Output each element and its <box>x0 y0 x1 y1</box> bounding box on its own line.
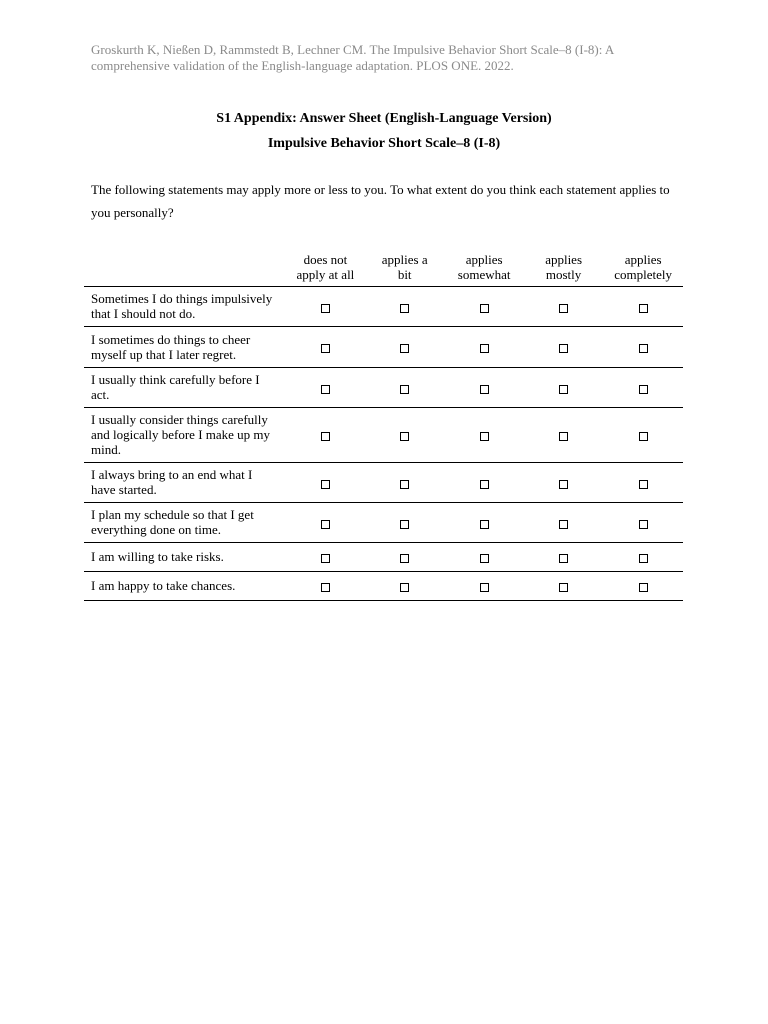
table-row <box>84 408 683 463</box>
checkbox-cell <box>286 408 365 463</box>
table-row <box>84 368 683 408</box>
checkbox-cell <box>365 503 444 543</box>
checkbox[interactable] <box>400 554 409 563</box>
checkbox-cell <box>524 463 603 503</box>
response-table <box>84 252 683 601</box>
instructions-text: The following statements may apply more or less to you. To what extent do you think each statement applies to you personally? <box>91 182 670 220</box>
checkbox[interactable] <box>559 480 568 489</box>
checkbox[interactable] <box>639 554 648 563</box>
checkbox-cell <box>365 368 444 408</box>
item-column-header <box>84 252 286 287</box>
item-text: I am willing to take risks. <box>84 543 286 572</box>
checkbox[interactable] <box>400 583 409 592</box>
checkbox-cell <box>286 327 365 368</box>
checkbox-cell <box>603 408 683 463</box>
checkbox[interactable] <box>639 304 648 313</box>
checkbox-cell <box>365 543 444 572</box>
table-row <box>84 287 683 327</box>
checkbox[interactable] <box>321 520 330 529</box>
option-header-applies-somewhat: applies somewhat <box>444 252 524 287</box>
checkbox[interactable] <box>400 520 409 529</box>
item-text: I usually think carefully before I act. <box>84 368 286 408</box>
appendix-title: S1 Appendix: Answer Sheet (English-Language Version) <box>216 111 552 126</box>
item-text: I sometimes do things to cheer myself up that I later regret. <box>84 327 286 368</box>
checkbox-cell <box>444 463 524 503</box>
checkbox[interactable] <box>559 520 568 529</box>
checkbox[interactable] <box>400 480 409 489</box>
checkbox-cell <box>524 327 603 368</box>
title-block <box>0 106 768 156</box>
item-text: Sometimes I do things impulsively that I should not do. <box>84 287 286 327</box>
checkbox[interactable] <box>321 554 330 563</box>
checkbox-cell <box>286 287 365 327</box>
checkbox-cell <box>365 463 444 503</box>
checkbox[interactable] <box>321 385 330 394</box>
checkbox[interactable] <box>480 583 489 592</box>
checkbox[interactable] <box>639 385 648 394</box>
option-header-applies-completely: applies completely <box>603 252 683 287</box>
checkbox-cell <box>603 327 683 368</box>
checkbox[interactable] <box>321 432 330 441</box>
checkbox-cell <box>603 503 683 543</box>
table-row <box>84 327 683 368</box>
checkbox-cell <box>524 503 603 543</box>
checkbox-cell <box>444 408 524 463</box>
checkbox[interactable] <box>321 344 330 353</box>
checkbox-cell <box>286 503 365 543</box>
citation-header: Groskurth K, Nießen D, Rammstedt B, Lechner CM. The Impulsive Behavior Short Scale–8 (I-8): A comprehensive validation of the English-language adaptation. PLOS ONE. 2022. <box>91 42 614 73</box>
checkbox[interactable] <box>480 554 489 563</box>
checkbox[interactable] <box>559 304 568 313</box>
checkbox-cell <box>603 572 683 601</box>
checkbox[interactable] <box>639 480 648 489</box>
table-row <box>84 572 683 601</box>
checkbox-cell <box>444 503 524 543</box>
checkbox[interactable] <box>639 520 648 529</box>
option-header-applies-a-bit: applies a bit <box>365 252 444 287</box>
checkbox[interactable] <box>480 385 489 394</box>
checkbox-cell <box>524 543 603 572</box>
checkbox[interactable] <box>559 432 568 441</box>
checkbox-cell <box>444 368 524 408</box>
checkbox[interactable] <box>639 583 648 592</box>
checkbox[interactable] <box>639 432 648 441</box>
checkbox[interactable] <box>400 432 409 441</box>
scale-title: Impulsive Behavior Short Scale–8 (I-8) <box>267 136 501 151</box>
item-text: I plan my schedule so that I get everything done on time. <box>84 503 286 543</box>
checkbox-cell <box>524 368 603 408</box>
checkbox-cell <box>444 287 524 327</box>
item-text: I am happy to take chances. <box>84 572 286 601</box>
option-header-does-not-apply: does not apply at all <box>286 252 365 287</box>
checkbox[interactable] <box>559 554 568 563</box>
option-header-applies-mostly: applies mostly <box>524 252 603 287</box>
item-text: I always bring to an end what I have started. <box>84 463 286 503</box>
checkbox-cell <box>524 572 603 601</box>
checkbox[interactable] <box>321 583 330 592</box>
checkbox[interactable] <box>400 385 409 394</box>
checkbox-cell <box>286 463 365 503</box>
checkbox-cell <box>603 287 683 327</box>
checkbox[interactable] <box>321 304 330 313</box>
checkbox[interactable] <box>639 344 648 353</box>
checkbox-cell <box>286 572 365 601</box>
checkbox[interactable] <box>400 344 409 353</box>
table-row <box>84 543 683 572</box>
checkbox[interactable] <box>480 480 489 489</box>
checkbox-cell <box>365 572 444 601</box>
table-row <box>84 503 683 543</box>
checkbox-cell <box>365 327 444 368</box>
checkbox-cell <box>365 408 444 463</box>
checkbox[interactable] <box>400 304 409 313</box>
checkbox[interactable] <box>480 432 489 441</box>
checkbox-cell <box>286 368 365 408</box>
checkbox-cell <box>603 368 683 408</box>
table-row <box>84 463 683 503</box>
checkbox[interactable] <box>559 583 568 592</box>
checkbox[interactable] <box>321 480 330 489</box>
checkbox[interactable] <box>480 304 489 313</box>
table-header-row <box>84 252 683 287</box>
checkbox-cell <box>524 287 603 327</box>
checkbox[interactable] <box>480 344 489 353</box>
checkbox-cell <box>365 287 444 327</box>
checkbox-cell <box>603 463 683 503</box>
checkbox[interactable] <box>559 385 568 394</box>
checkbox-cell <box>444 543 524 572</box>
checkbox-cell <box>524 408 603 463</box>
checkbox[interactable] <box>480 520 489 529</box>
checkbox-cell <box>444 327 524 368</box>
checkbox-cell <box>603 543 683 572</box>
checkbox-cell <box>286 543 365 572</box>
checkbox-cell <box>444 572 524 601</box>
checkbox[interactable] <box>559 344 568 353</box>
item-text: I usually consider things carefully and logically before I make up my mind. <box>84 408 286 463</box>
